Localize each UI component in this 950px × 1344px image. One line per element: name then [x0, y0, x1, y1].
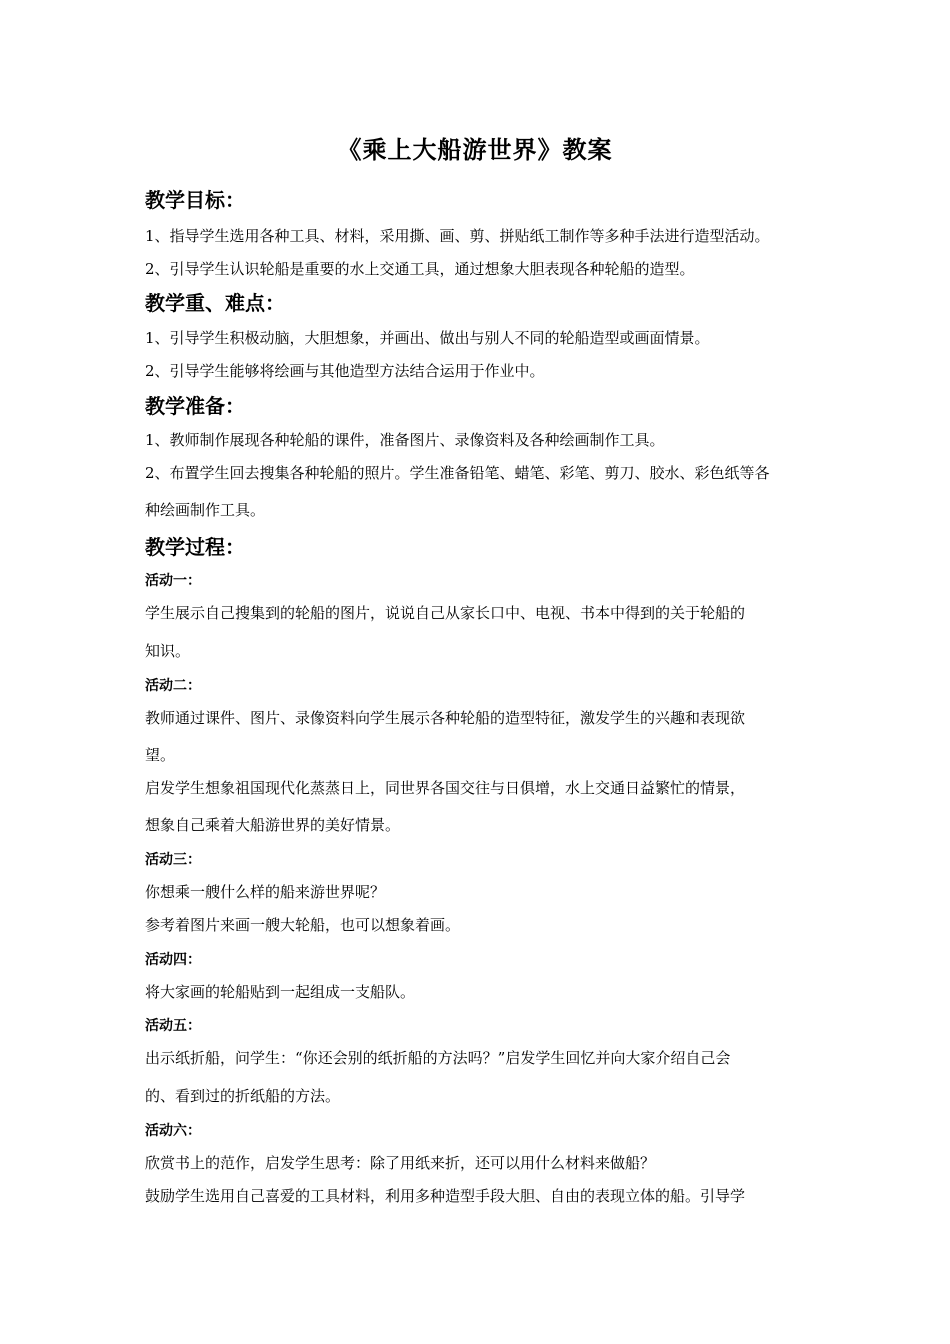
preparation-item: 1、教师制作展现各种轮船的课件，准备图片、录像资料及各种绘画制作工具。: [145, 431, 665, 449]
goal-item: 2、引导学生认识轮船是重要的水上交通工具，通过想象大胆表现各种轮船的造型。: [145, 260, 695, 278]
activity-label: 活动二：: [145, 678, 201, 694]
activity-line: 你想乘一艘什么样的船来游世界呢？: [145, 883, 386, 901]
preparation-item: 种绘画制作工具。: [145, 501, 266, 519]
activity-line: 的、看到过的折纸船的方法。: [145, 1087, 341, 1105]
section-heading-keypoints: 教学重、难点：: [145, 291, 285, 315]
activity-line: 将大家画的轮船贴到一起组成一支船队。: [145, 983, 416, 1001]
activity-line: 望。: [145, 746, 176, 764]
activity-label: 活动四：: [145, 952, 201, 968]
goal-item: 1、指导学生选用各种工具、材料，采用撕、画、剪、拼贴纸工制作等多种手法进行造型活动。: [145, 227, 770, 245]
activity-line: 知识。: [145, 642, 191, 660]
activity-label: 活动六：: [145, 1123, 201, 1139]
section-heading-preparation: 教学准备：: [145, 394, 245, 418]
keypoint-item: 2、引导学生能够将绘画与其他造型方法结合运用于作业中。: [145, 362, 545, 380]
activity-line: 鼓励学生选用自己喜爱的工具材料，利用多种造型手段大胆、自由的表现立体的船。引导学: [145, 1187, 746, 1205]
keypoint-item: 1、引导学生积极动脑，大胆想象，并画出、做出与别人不同的轮船造型或画面情景。: [145, 329, 710, 347]
activity-line: 欣赏书上的范作，启发学生思考：除了用纸来折，还可以用什么材料来做船？: [145, 1154, 656, 1172]
activity-label: 活动一：: [145, 573, 201, 589]
activity-line: 出示纸折船，问学生：“你还会别的纸折船的方法吗？”启发学生回忆并向大家介绍自己会: [145, 1049, 731, 1067]
section-heading-process: 教学过程：: [145, 535, 245, 559]
activity-line: 想象自己乘着大船游世界的美好情景。: [145, 816, 401, 834]
activity-line: 参考着图片来画一艘大轮船，也可以想象着画。: [145, 916, 461, 934]
activity-line: 学生展示自己搜集到的轮船的图片，说说自己从家长口中、电视、书本中得到的关于轮船的: [145, 604, 746, 622]
activity-line: 教师通过课件、图片、录像资料向学生展示各种轮船的造型特征，激发学生的兴趣和表现欲: [145, 709, 746, 727]
document-title: 《乘上大船游世界》教案: [337, 135, 613, 164]
preparation-item: 2、布置学生回去搜集各种轮船的照片。学生准备铅笔、蜡笔、彩笔、剪刀、胶水、彩色纸等各: [145, 464, 770, 482]
activity-label: 活动五：: [145, 1018, 201, 1034]
section-heading-goals: 教学目标：: [145, 188, 245, 212]
activity-label: 活动三：: [145, 852, 201, 868]
activity-line: 启发学生想象祖国现代化蒸蒸日上，同世界各国交往与日俱增，水上交通日益繁忙的情景，: [145, 779, 746, 797]
